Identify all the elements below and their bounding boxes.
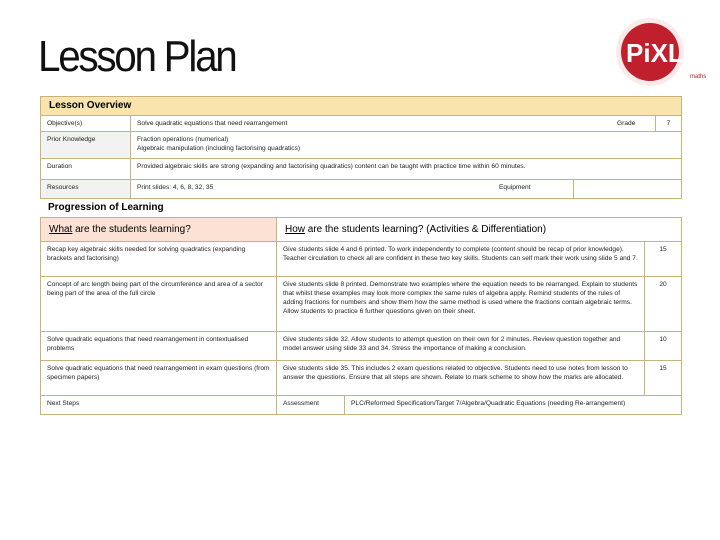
lesson-plan-sheet (40, 96, 682, 415)
time-cell: 20 (659, 281, 667, 288)
what-cell: Concept of arc length being part of the circumference and area of a sector being part of the area of the full circle (41, 277, 277, 331)
how-cell: Give students slide 35. This includes 2 exam questions related to objective. Students need to use notes from lesson to answer the questions. Ensure that all steps are shown. Relate to mark scheme to show how the marks are allocated. (277, 361, 645, 395)
what-header: What are the students learning? (41, 218, 277, 241)
table-row (40, 277, 682, 332)
objectives-label: Objective(s) (41, 116, 131, 131)
duration-row (40, 159, 682, 180)
grade-value: 7 (655, 116, 681, 131)
how-cell: Give students slide 8 printed. Demonstrate two examples where the equation needs to be rearranged. Explain to students that whilst these examples may look more complex the same rules of algebra apply. Remind students of the rules of adding fractions for numbers and show them how the same method is used where the fractions contain algebraic terms. Allow students to practice 6 further questions given on their sheet. (277, 277, 645, 331)
resources-label: Resources (41, 180, 131, 198)
duration-label: Duration (41, 159, 131, 179)
grade-label: Grade (617, 120, 636, 127)
time-cell: 15 (659, 365, 667, 372)
how-cell: Give students slide 32. Allow students to attempt question on their own for 2 minutes. Review question together and model answer using slide 33 and 34. Stress the importance of making a conclusion. (277, 332, 645, 360)
table-row (40, 242, 682, 277)
prior-knowledge-label: Prior Knowledge (41, 132, 131, 158)
what-cell: Solve quadratic equations that need rearrangement in exam questions (from specimen papers) (41, 361, 277, 395)
table-row (40, 361, 682, 396)
assessment-value: PLC/Reformed Specification/Target 7/Algebra/Quadratic Equations (needing Re-arrangement) (351, 400, 626, 407)
what-cell: Solve quadratic equations that need rearrangement in contextualised problems (41, 332, 277, 360)
assessment-label: Assessment (277, 396, 345, 414)
objectives-value: Solve quadratic equations that need rearrangement (137, 120, 288, 127)
duration-value: Provided algebraic skills are strong (expanding and factorising quadratics) content can be taught with practice time within 60 minutes. (137, 163, 526, 170)
time-cell: 10 (659, 336, 667, 343)
how-header: How are the students learning? (Activities & Differentiation) (277, 218, 681, 241)
time-cell: 15 (659, 246, 667, 253)
resources-row (40, 180, 682, 199)
prior-knowledge-row (40, 132, 682, 159)
lesson-overview-heading: Lesson Overview (40, 96, 682, 116)
logo-text: PiXL (626, 38, 684, 68)
progression-heading: Progression of Learning (40, 199, 682, 217)
prior-knowledge-line2: Algebraic manipulation (including factorising quadratics) (137, 145, 301, 152)
what-cell: Recap key algebraic skills needed for solving quadratics (expanding brackets and factorising) (41, 242, 277, 276)
table-row (40, 332, 682, 361)
progression-header (40, 217, 682, 242)
how-cell: Give students slide 4 and 6 printed. To work independently to complete (content should be recap of prior knowledge). Teacher circulation to check all are confident in these two key skills. Students can self mark their work using slide 5 and 7. (277, 242, 645, 276)
resources-value: Print slides: 4, 6, 8, 32, 35 (137, 184, 214, 191)
prior-knowledge-line1: Fraction operations (numerical) (137, 136, 229, 143)
page-title: Lesson Plan (38, 32, 236, 81)
objectives-row (40, 116, 682, 132)
pixl-maths-logo (606, 12, 706, 92)
next-steps-row (40, 396, 682, 415)
equipment-value (573, 180, 681, 198)
logo-subtext: maths (690, 74, 706, 80)
equipment-label: Equipment (499, 184, 531, 191)
next-steps-label: Next Steps (41, 396, 277, 414)
prior-knowledge-value (131, 132, 681, 158)
